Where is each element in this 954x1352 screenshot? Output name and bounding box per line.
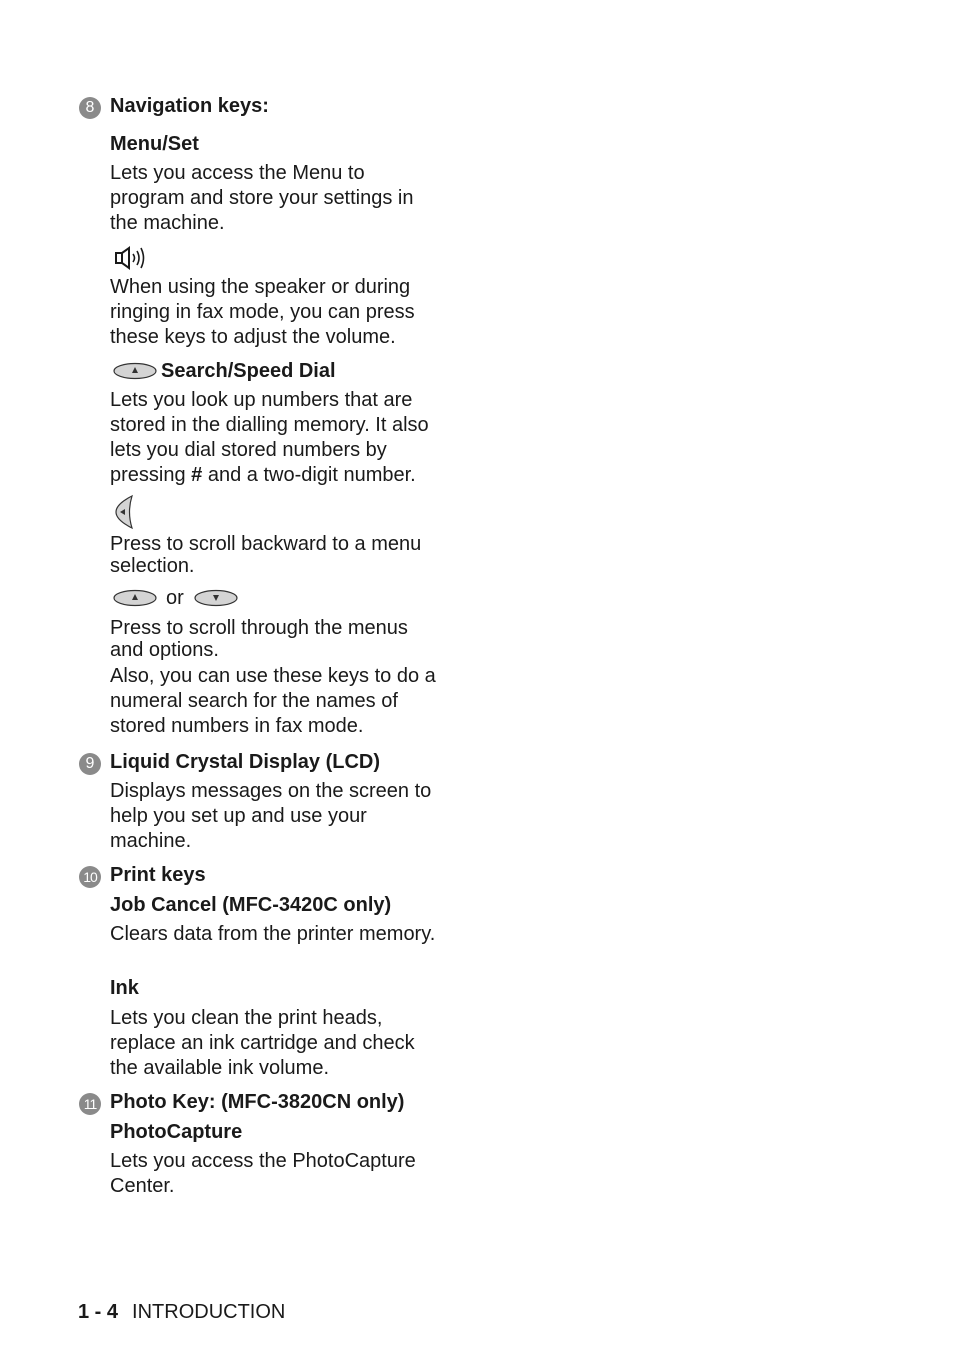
- up-arrow-key-icon: [113, 589, 157, 607]
- heading-print-keys: Print keys: [110, 864, 206, 886]
- search-description: [110, 388, 440, 488]
- speaker-volume-icon: [114, 245, 148, 271]
- left-arrow-key-icon: [113, 494, 135, 530]
- left-key-description: Press to scroll backward to a menu selection.: [110, 533, 422, 577]
- job-cancel-description: Clears data from the printer memory.: [110, 923, 436, 945]
- updown-description-2: Also, you can use these keys to do a numeral search for the names of stored numbers in fax mode.: [110, 665, 436, 737]
- section-title: INTRODUCTION: [132, 1301, 286, 1323]
- down-arrow-key-icon: [194, 589, 238, 607]
- subheading-menu-set: Menu/Set: [110, 133, 199, 155]
- item-number-badge-9: 9: [79, 753, 101, 775]
- ink-description: Lets you clean the print heads, replace an ink cartridge and check the available ink volume.: [110, 1007, 415, 1079]
- subheading-photocapture: PhotoCapture: [110, 1121, 243, 1143]
- search-text-before: Lets you look up numbers that are stored in the dialling memory. It also lets you dial stored numbers by pressing: [110, 389, 429, 486]
- heading-lcd: Liquid Crystal Display (LCD): [110, 751, 381, 773]
- menu-set-description: Lets you access the Menu to program and store your settings in the machine.: [110, 162, 414, 234]
- updown-description: Press to scroll through the menus and options.: [110, 617, 408, 661]
- heading-navigation-keys: Navigation keys:: [110, 95, 269, 117]
- hash-key-symbol: #: [191, 464, 203, 486]
- page-footer: [78, 1300, 285, 1324]
- subheading-ink: Ink: [110, 977, 139, 999]
- item-number-badge-11: 11: [79, 1093, 101, 1115]
- up-arrow-key-icon: [113, 362, 157, 380]
- lcd-description: Displays messages on the screen to help you set up and use your machine.: [110, 780, 432, 852]
- photocapture-description: Lets you access the PhotoCapture Center.: [110, 1150, 416, 1197]
- search-text-after: and a two-digit number.: [202, 464, 416, 486]
- heading-photo-key: Photo Key: (MFC-3820CN only): [110, 1091, 405, 1113]
- item-number-badge-8: 8: [79, 97, 101, 119]
- volume-description: When using the speaker or during ringing in fax mode, you can press these keys to adjust the volume.: [110, 276, 415, 348]
- item-number-badge-10: 10: [79, 866, 101, 888]
- subheading-search-speed-dial: Search/Speed Dial: [161, 360, 336, 382]
- or-label: or: [166, 587, 184, 609]
- subheading-job-cancel: Job Cancel (MFC-3420C only): [110, 894, 392, 916]
- page-number: 1 - 4: [78, 1301, 119, 1323]
